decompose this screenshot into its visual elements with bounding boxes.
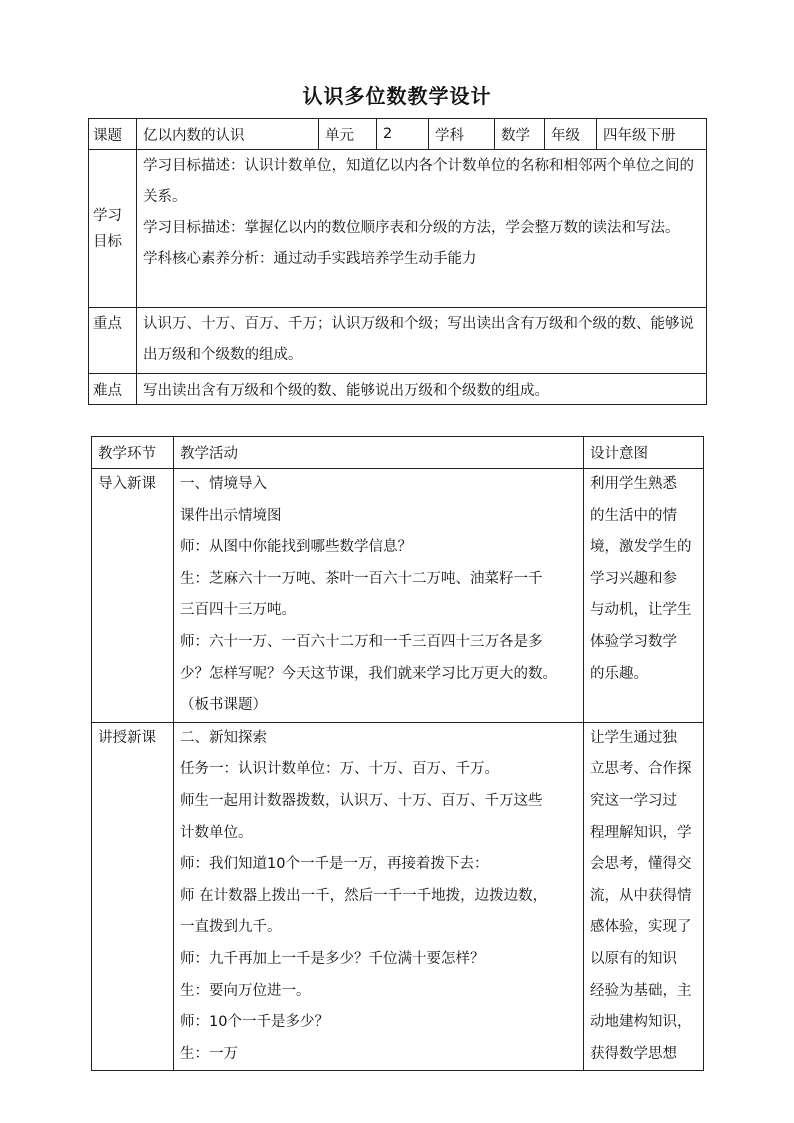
activity-line: 生：芝麻六十一万吨、茶叶一百六十二万吨、油菜籽一千 bbox=[180, 570, 543, 587]
plan-table bbox=[91, 436, 704, 1071]
objective-3: 学科核心素养分析：通过动手实践培养学生动手能力 bbox=[143, 251, 477, 267]
intent-new bbox=[584, 722, 704, 1071]
intent-intro bbox=[584, 469, 704, 723]
info-row-key bbox=[89, 308, 707, 374]
intent-line: 流，从中获得情 bbox=[590, 887, 692, 904]
intent-line: 会思考，懂得交 bbox=[590, 856, 692, 873]
subject-label: 学科 bbox=[429, 119, 495, 150]
key-text: 认识万、十万、百万、千万；认识万级和个级；写出读出含有万级和个级的数、能够说出万级和个级数的组成。 bbox=[137, 308, 707, 374]
stage-new bbox=[92, 722, 174, 1071]
activity-line: 三百四十三万吨。 bbox=[180, 602, 296, 619]
objective-1: 学习目标描述：认识计数单位，知道亿以内各个计数单位的名称和相邻两个单位之间的关系。 bbox=[143, 158, 694, 205]
activity-line: 课件出示情境图 bbox=[180, 507, 282, 524]
grade-value: 四年级下册 bbox=[597, 119, 707, 150]
activity-line: 师生一起用计数器拨数，认识万、十万、百万、千万这些 bbox=[180, 792, 543, 809]
header-stage: 教学环节 bbox=[92, 437, 174, 469]
intent-line: 的乐趣。 bbox=[590, 665, 648, 682]
intent-line: 获得数学思想 bbox=[590, 1045, 677, 1062]
activity-line: 计数单位。 bbox=[180, 824, 253, 841]
intent-line: 经验为基础，主 bbox=[590, 982, 692, 999]
intent-line: 究这一学习过 bbox=[590, 792, 677, 809]
intent-line: 利用学生熟悉 bbox=[590, 476, 677, 492]
unit-value: 2 bbox=[377, 119, 429, 150]
intent-line: 立思考、合作探 bbox=[590, 761, 692, 778]
header-intent: 设计意图 bbox=[584, 437, 704, 469]
intent-line: 体验学习数学 bbox=[590, 633, 677, 650]
activity-line: 生：要向万位进一。 bbox=[180, 982, 311, 999]
intent-line: 境，激发学生的 bbox=[590, 539, 692, 556]
info-row-topic bbox=[89, 119, 707, 150]
activity-line: 少？怎样写呢？今天这节课，我们就来学习比万更大的数。 bbox=[180, 665, 557, 682]
activities-intro bbox=[174, 469, 584, 723]
stage-intro bbox=[92, 469, 174, 723]
activity-line: 生：一万 bbox=[180, 1045, 238, 1062]
activity-line: 师：九千再加上一千是多少？千位满十要怎样？ bbox=[180, 950, 485, 967]
activity-line: 任务一：认识计数单位：万、十万、百万、千万。 bbox=[180, 761, 499, 778]
activity-line: 师：六十一万、一百六十二万和一千三百四十三万各是多 bbox=[180, 633, 543, 650]
info-row-difficulty bbox=[89, 374, 707, 405]
topic-label: 课题 bbox=[89, 119, 137, 150]
objectives-label: 学习 目标 bbox=[89, 150, 137, 308]
intent-line: 与动机，让学生 bbox=[590, 602, 692, 619]
activity-line: 师：10个一千是多少？ bbox=[180, 1014, 329, 1031]
intent-line: 学习兴趣和参 bbox=[590, 570, 677, 587]
intent-line: 以原有的知识 bbox=[590, 950, 677, 967]
plan-row-intro bbox=[92, 469, 704, 723]
intent-line: 程理解知识，学 bbox=[590, 824, 692, 841]
topic-value: 亿以内数的认识 bbox=[137, 119, 319, 150]
info-row-objectives bbox=[89, 150, 707, 308]
objective-2: 学习目标描述：掌握亿以内的数位顺序表和分级的方法，学会整万数的读法和写法。 bbox=[143, 220, 680, 236]
objectives-cell bbox=[137, 150, 707, 308]
page-title: 认识多位数教学设计 bbox=[302, 84, 492, 108]
activities-new bbox=[174, 722, 584, 1071]
plan-row-new bbox=[92, 722, 704, 1071]
activity-line: 师：我们知道10个一千是一万，再接着拨下去： bbox=[180, 856, 489, 873]
activity-line: 师：从图中你能找到哪些数学信息？ bbox=[180, 539, 412, 556]
intent-line: 动地建构知识， bbox=[590, 1014, 692, 1031]
difficulty-label: 难点 bbox=[89, 374, 137, 405]
header-activity: 教学活动 bbox=[174, 437, 584, 469]
key-label: 重点 bbox=[89, 308, 137, 374]
activity-line: 二、新知探索 bbox=[180, 729, 267, 746]
difficulty-text: 写出读出含有万级和个级的数、能够说出万级和个级数的组成。 bbox=[137, 374, 707, 405]
activity-line: （板书课题） bbox=[180, 697, 267, 714]
stage-intro-label: 导入新课 bbox=[98, 476, 156, 492]
intent-line: 感体验，实现了 bbox=[590, 919, 692, 936]
info-table bbox=[88, 118, 707, 405]
activity-line: 一、情境导入 bbox=[180, 476, 267, 492]
plan-header-row bbox=[92, 437, 704, 469]
stage-new-label: 讲授新课 bbox=[98, 729, 156, 746]
activity-line: 一直拨到九千。 bbox=[180, 919, 282, 936]
intent-line: 的生活中的情 bbox=[590, 507, 677, 524]
subject-value: 数学 bbox=[495, 119, 545, 150]
intent-line: 让学生通过独 bbox=[590, 729, 677, 746]
unit-label: 单元 bbox=[319, 119, 377, 150]
grade-label: 年级 bbox=[545, 119, 597, 150]
activity-line: 师 在计数器上拨出一千，然后一千一千地拨，边拨边数， bbox=[180, 887, 548, 904]
